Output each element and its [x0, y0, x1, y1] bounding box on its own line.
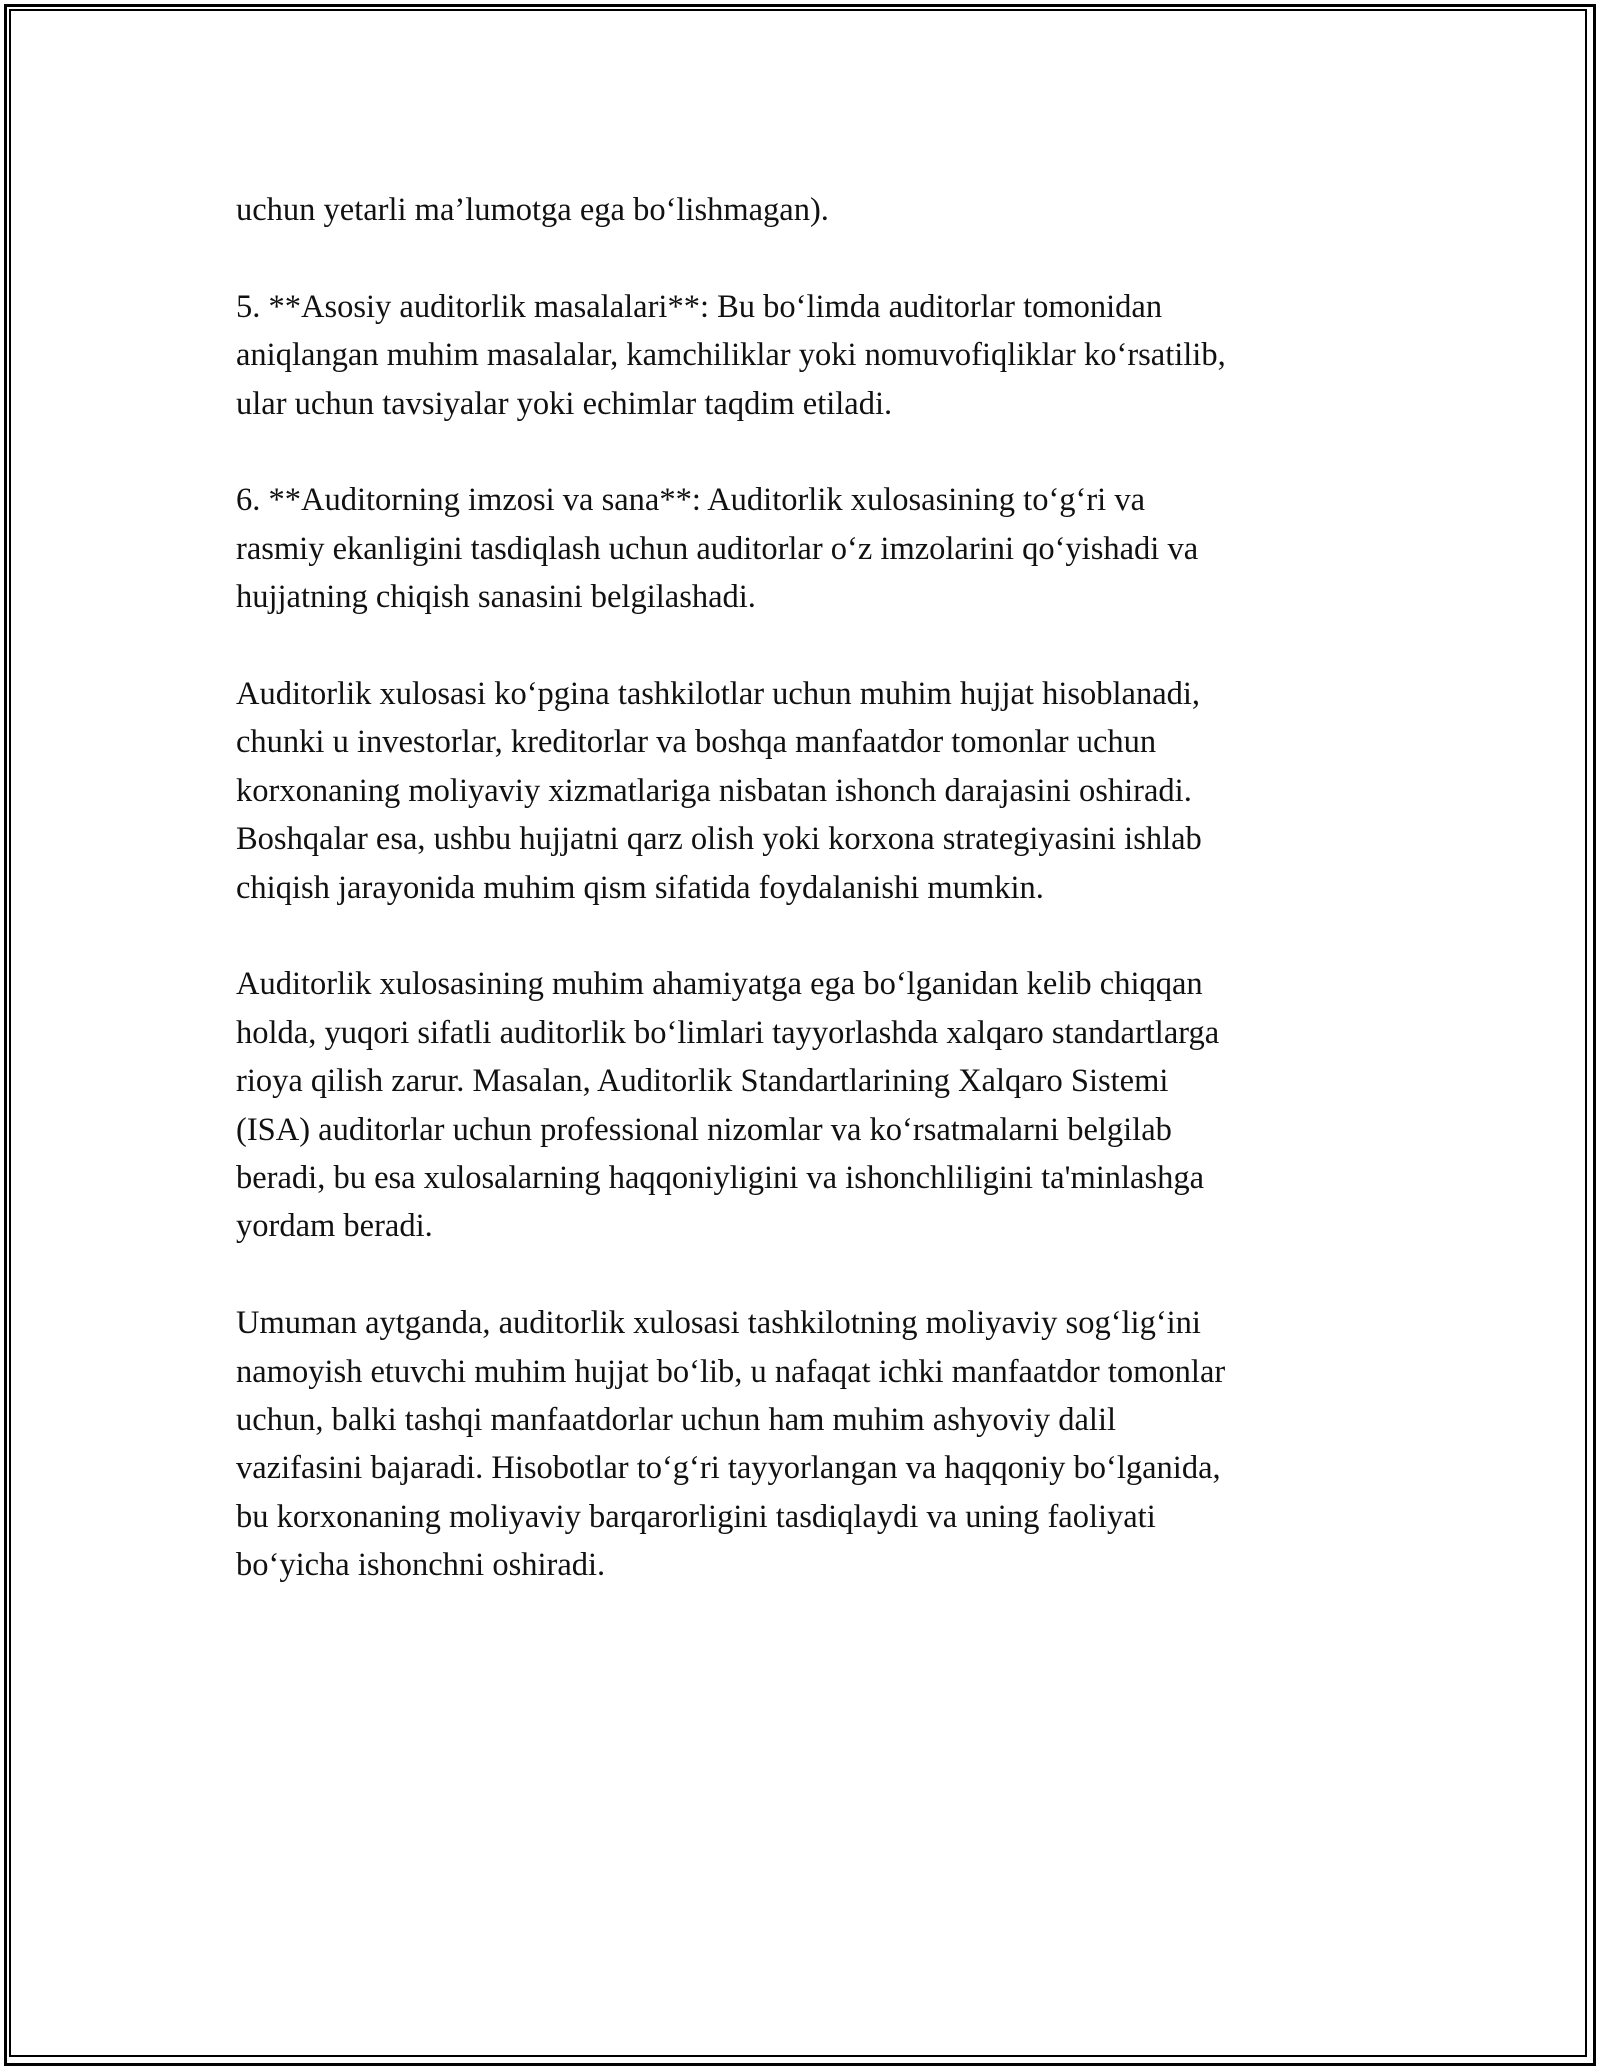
paragraph-importance: Auditorlik xulosasi ko‘pgina tashkilotlar uchun muhim hujjat hisoblanadi, chunki u investorlar, kreditorlar va boshqa manfaatdor tomonlar uchun korxonaning moliyaviy xizmatlariga nisbatan ishonch darajasini oshiradi. Boshqalar esa, ushbu hujjatni qarz olish yoki korxona strategiyasini ishlab chiqish jarayonida muhim qism sifatida foydalanishi mumkin. [236, 676, 1202, 906]
paragraph-conclusion: Umuman aytganda, auditorlik xulosasi tashkilotning moliyaviy sog‘lig‘ini namoyish etuvchi muhim hujjat bo‘lib, u nafaqat ichki manfaatdor tomonlar uchun, balki tashqi manfaatdorlar uchun ham muhim ashyoviy dalil vazifasini bajaradi. Hisobotlar to‘g‘ri tayyorlangan va haqqoniy bo‘lganida, bu korxonaning moliyaviy barqarorligini tasdiqlaydi va uning faoliyati bo‘yicha ishonchni oshiradi. [236, 1305, 1226, 1584]
paragraph-international-standards: Auditorlik xulosasining muhim ahamiyatga ega bo‘lganidan kelib chiqqan holda, yuqori sifatli auditorlik bo‘limlari tayyorlashda xalqaro standartlarga rioya qilish zarur. Masalan, Auditorlik Standartlarining Xalqaro Sistemi (ISA) auditorlar uchun professional nizomlar va ko‘rsatmalarni belgilab beradi, bu esa xulosalarning haqqoniyligini va ishonchliligini ta'minlashga yordam beradi. [236, 966, 1220, 1245]
paragraph-continuation: uchun yetarli ma’lumotga ega bo‘lishmagan). [236, 192, 829, 228]
document-body [236, 186, 1386, 1638]
paragraph-auditor-signature: 6. **Auditorning imzosi va sana**: Auditorlik xulosasining to‘g‘ri va rasmiy ekanligini tasdiqlash uchun auditorlar o‘z imzolarini qo‘yishadi va hujjatning chiqish sanasini belgilashadi. [236, 482, 1199, 616]
paragraph-key-audit-matters: 5. **Asosiy auditorlik masalalari**: Bu bo‘limda auditorlar tomonidan aniqlangan muhim masalalar, kamchiliklar yoki nomuvofiqliklar ko‘rsatilib, ular uchun tavsiyalar yoki echimlar taqdim etiladi. [236, 288, 1226, 422]
